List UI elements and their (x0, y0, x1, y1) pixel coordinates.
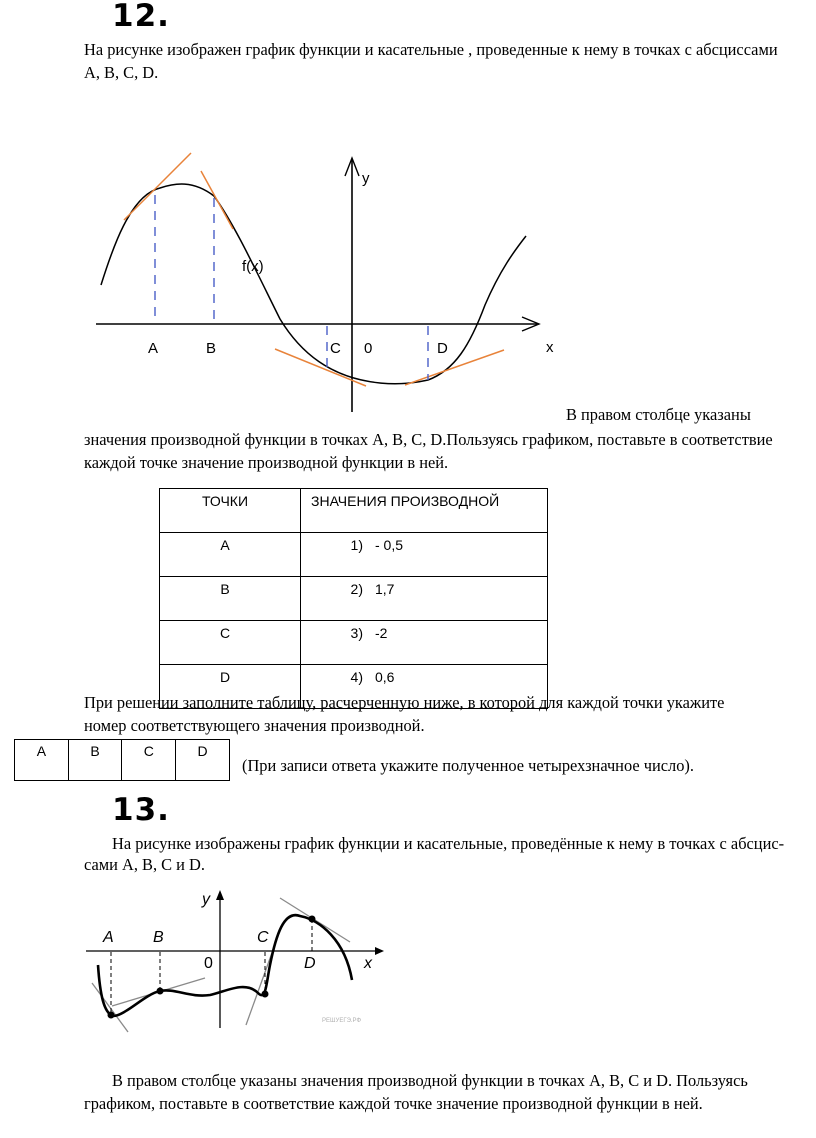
table-header-row (160, 489, 548, 533)
graph12-func-label: f(x) (242, 258, 264, 275)
derivative-table (159, 488, 548, 709)
answer-header-row (15, 740, 230, 781)
graph13-label-a: A (103, 929, 114, 946)
table-row (160, 533, 548, 577)
graph12-label-d: D (437, 340, 448, 357)
task12-after-graph-line1: В правом столбце указаны (566, 405, 751, 424)
task12-number: 12. (112, 0, 170, 34)
tangent-a (124, 153, 191, 220)
row-point: С (160, 621, 301, 665)
answer-cell-b: В (68, 740, 122, 781)
tangent-a (92, 983, 128, 1032)
graph12-label-b: B (206, 340, 217, 357)
graph13-y-label: y (202, 891, 210, 908)
point-c-marker (262, 991, 269, 998)
row-num: 1) (350, 537, 363, 553)
row-point: В (160, 577, 301, 621)
task12-after-graph-line3: каждой точке значение производной функции в ней. (84, 453, 449, 472)
graph13-origin: 0 (204, 955, 213, 972)
graph13-label-c: C (257, 929, 269, 946)
table-row (160, 577, 548, 621)
x-axis-arrow-icon (375, 947, 384, 955)
y-axis-arrow-icon (216, 890, 224, 900)
task12-solve-line1: При решении заполните таблицу, расчерченную ниже, в которой для каждой точки укажите (84, 693, 725, 712)
function-curve (101, 184, 526, 384)
task12-intro-line1: На рисунке изображен график функции и касательные , проведенные к нему в точках с абсциссами (84, 40, 778, 59)
answer-table (14, 739, 230, 781)
answer-cell-c: С (122, 740, 176, 781)
row-num: 4) (350, 669, 363, 685)
table-row (160, 621, 548, 665)
graph13-label-b: B (153, 929, 164, 946)
task12-graph (0, 0, 816, 420)
row-num: 2) (350, 581, 363, 597)
task13-number: 13. (112, 792, 170, 828)
graph12-y-label: y (362, 170, 370, 187)
graph12-label-c: C (330, 340, 341, 357)
graph13-watermark: РЕШУЕГЭ.РФ (322, 1018, 362, 1024)
row-point: D (160, 665, 301, 709)
task12-solve-line2: номер соответствующего значения производной. (84, 716, 425, 735)
row-value: -2 (375, 625, 388, 641)
answer-cell-a: А (15, 740, 69, 781)
graph13-x-label: x (364, 955, 372, 972)
point-a-marker (108, 1012, 115, 1019)
task13-intro-line1: На рисунке изображены график функции и касательные, проведённые к нему в точках с абсцис- (112, 834, 785, 853)
row-value: - 0,5 (375, 537, 404, 553)
graph12-x-label: x (546, 339, 554, 356)
task12-answer-note: (При записи ответа укажите полученное четырехзначное число). (242, 756, 694, 775)
row-point: А (160, 533, 301, 577)
tangent-d (405, 350, 504, 385)
answer-cell-d: D (176, 740, 230, 781)
row-value: 0,6 (375, 669, 395, 685)
task13-bottom-line2: графиком, поставьте в соответствие каждой точке значение производной функции в ней. (84, 1094, 703, 1113)
task12-after-graph-line2: значения производной функции в точках А, В, С, D.Пользуясь графиком, поставьте в соответствие (84, 430, 773, 449)
header-points: ТОЧКИ (160, 489, 301, 533)
point-b-marker (157, 988, 164, 995)
graph12-label-a: A (148, 340, 159, 357)
task13-bottom-line1: В правом столбце указаны значения производной функции в точках A, B, C и D. Пользуясь (112, 1071, 748, 1090)
tangent-b (201, 171, 233, 229)
task13-graph (0, 870, 400, 1040)
header-values: ЗНАЧЕНИЯ ПРОИЗВОДНОЙ (301, 489, 548, 533)
graph12-label-origin: 0 (364, 340, 373, 357)
point-d-marker (309, 916, 316, 923)
row-num: 3) (350, 625, 363, 641)
task12-intro-line2: А, В, С, D. (84, 63, 159, 82)
task13-intro-line2-text: сами A, B, C и D. (84, 855, 205, 874)
row-value: 1,7 (375, 581, 395, 597)
graph13-label-d: D (304, 955, 316, 972)
